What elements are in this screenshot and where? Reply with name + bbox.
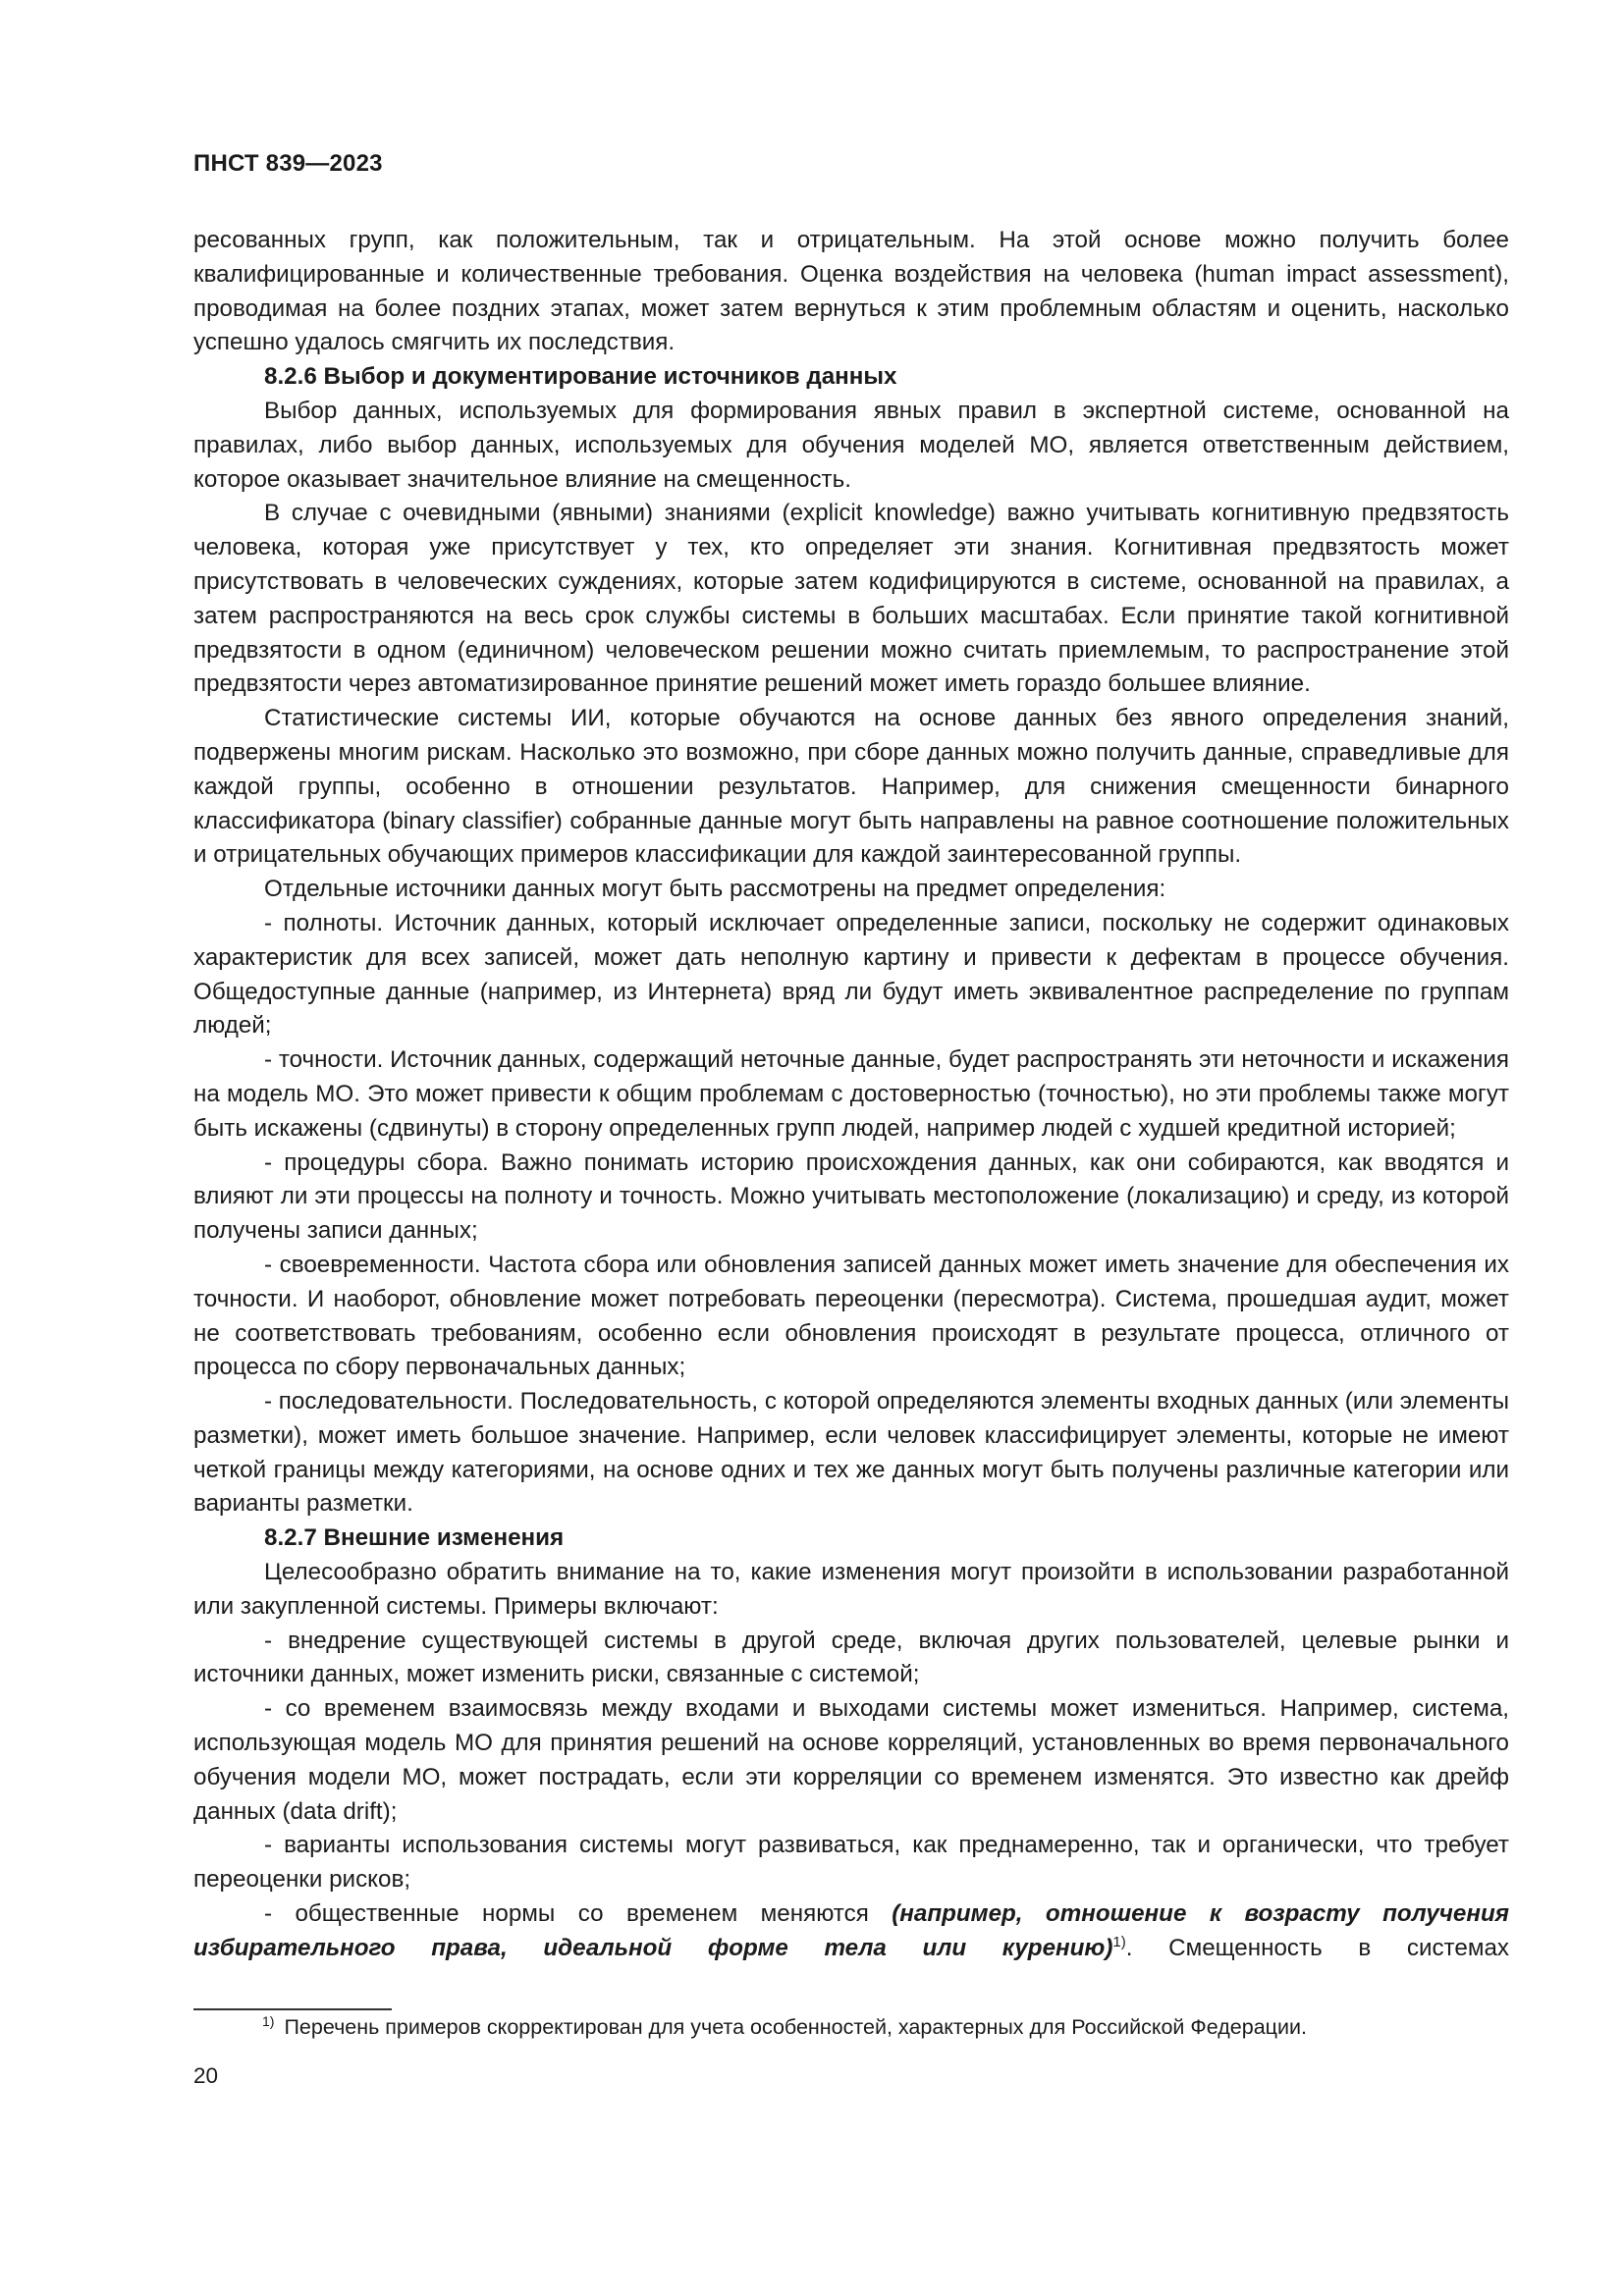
list-item-accuracy: - точности. Источник данных, содержащий неточные данные, будет распространять эти неточности и искажения на модель МО. Это может привести к общим проблемам с достоверностью (точностью), но эти проблемы также могут быть искажены (сдвинуты) в сторону определенных групп людей, например людей с худшей кредитной историей; — [193, 1046, 1509, 1142]
footnote-text: Перечень примеров скорректирован для учета особенностей, характерных для Российской Федерации. — [284, 2015, 1307, 2039]
list-item-sequence: - последовательности. Последовательность, с которой определяются элементы входных данных (или элементы разметки), может иметь большое значение. Например, если человек классифицирует элементы, которые не имеют четкой границы между категориями, на основе одних и тех же данных могут быть получены различные категории или варианты разметки. — [193, 1388, 1509, 1518]
page-body — [193, 224, 1509, 1966]
paragraph-explicit-knowledge: В случае с очевидными (явными) знаниями (explicit knowledge) важно учитывать когнитивную предвзятость человека, которая уже присутствует у тех, кто определяет эти знания. Когнитивная предвзятость может присутствовать в человеческих суждениях, которые затем кодифицируются в системе, основанной на правилах, а затем распространяются на весь срок службы системы в больших масштабах. Если принятие такой когнитивной предвзятости в одном (единичном) человеческом решении можно считать приемлемым, то распространение этой предвзятости через автоматизированное принятие решений может иметь гораздо большее влияние. — [193, 500, 1509, 698]
footnote-marker: 1) — [262, 2012, 275, 2029]
list-item-deployment: - внедрение существующей системы в другой среде, включая других пользователей, целевые рынки и источники данных, может изменить риски, связанные с системой; — [193, 1627, 1509, 1688]
list-item-social-norms — [193, 1897, 1509, 1966]
paragraph-data-sources-intro: Отдельные источники данных могут быть рассмотрены на предмет определения: — [264, 876, 1166, 903]
section-heading-8-2-6: 8.2.6 Выбор и документирование источников данных — [264, 363, 897, 391]
list-item-use-cases: - варианты использования системы могут развиваться, как преднамеренно, так и органически, что требует переоценки рисков; — [193, 1832, 1509, 1894]
paragraph-data-selection: Выбор данных, используемых для формирования явных правил в экспертной системе, основанной на правилах, либо выбор данных, используемых для обучения моделей МО, является ответственным действием, которое оказывает значительное влияние на смещенность. — [193, 397, 1509, 493]
footnote-separator — [193, 2008, 392, 2010]
footnote-reference[interactable]: 1) — [1112, 1933, 1126, 1950]
list-item-completeness: - полноты. Источник данных, который исключает определенные записи, поскольку не содержит одинаковых характеристик для всех записей, может дать неполную картину и привести к дефектам в процессе обучения. Общедоступные данные (например, из Интернета) вряд ли будут иметь эквивалентное распределение по группам людей; — [193, 909, 1509, 1040]
section-heading-8-2-7: 8.2.7 Внешние изменения — [264, 1524, 565, 1552]
paragraph-continuation: ресованных групп, как положительным, так и отрицательным. На этой основе можно получить более квалифицированные и количественные требования. Оценка воздействия на человека (human impact assessment), проводимая на более поздних этапах, может затем вернуться к этим проблемным областям и оценить, насколько успешно удалось смягчить их последствия. — [193, 227, 1509, 356]
list-item-collection-procedure: - процедуры сбора. Важно понимать историю происхождения данных, как они собираются, как вводятся и влияют ли эти процессы на полноту и точность. Можно учитывать местоположение (локализацию) и среду, из которой получены записи данных; — [193, 1148, 1509, 1245]
list-item-data-drift: - со временем взаимосвязь между входами и выходами системы может измениться. Например, система, использующая модель МО для принятия решений на основе корреляций, установленных во время первоначального обучения модели МО, может пострадать, если эти корреляции со временем изменятся. Это известно как дрейф данных (data drift); — [193, 1695, 1509, 1825]
social-norms-text-end: . Смещенность в системах — [1125, 1934, 1509, 1961]
social-norms-emphasis: (например, отношение к возрасту получения избирательного права, идеальной форме тела или курению) — [193, 1900, 1509, 1961]
paragraph-external-changes-intro: Целесообразно обратить внимание на то, какие изменения могут произойти в использовании разработанной или закупленной системы. Примеры включают: — [193, 1559, 1509, 1620]
social-norms-text-start: - общественные нормы со временем меняются — [264, 1900, 893, 1928]
standard-header: ПНСТ 839—2023 — [193, 150, 383, 177]
list-item-timeliness: - своевременности. Частота сбора или обновления записей данных может иметь значение для обеспечения их точности. И наоборот, обновление может потребовать переоценки (пересмотра). Система, прошедшая аудит, может не соответствовать требованиям, особенно если обновления происходят в результате процесса, отличного от процесса по сбору первоначальных данных; — [193, 1251, 1509, 1381]
footnote — [262, 2012, 1307, 2042]
page-number: 20 — [193, 2063, 219, 2088]
paragraph-statistical-systems: Статистические системы ИИ, которые обучаются на основе данных без явного определения знаний, подвержены многим рискам. Насколько это возможно, при сборе данных можно получить данные, справедливые для каждой группы, особенно в отношении результатов. Например, для снижения смещенности бинарного классификатора (binary classifier) собранные данные могут быть направлены на равное соотношение положительных и отрицательных обучающих примеров классификации для каждой заинтересованной группы. — [193, 705, 1509, 869]
